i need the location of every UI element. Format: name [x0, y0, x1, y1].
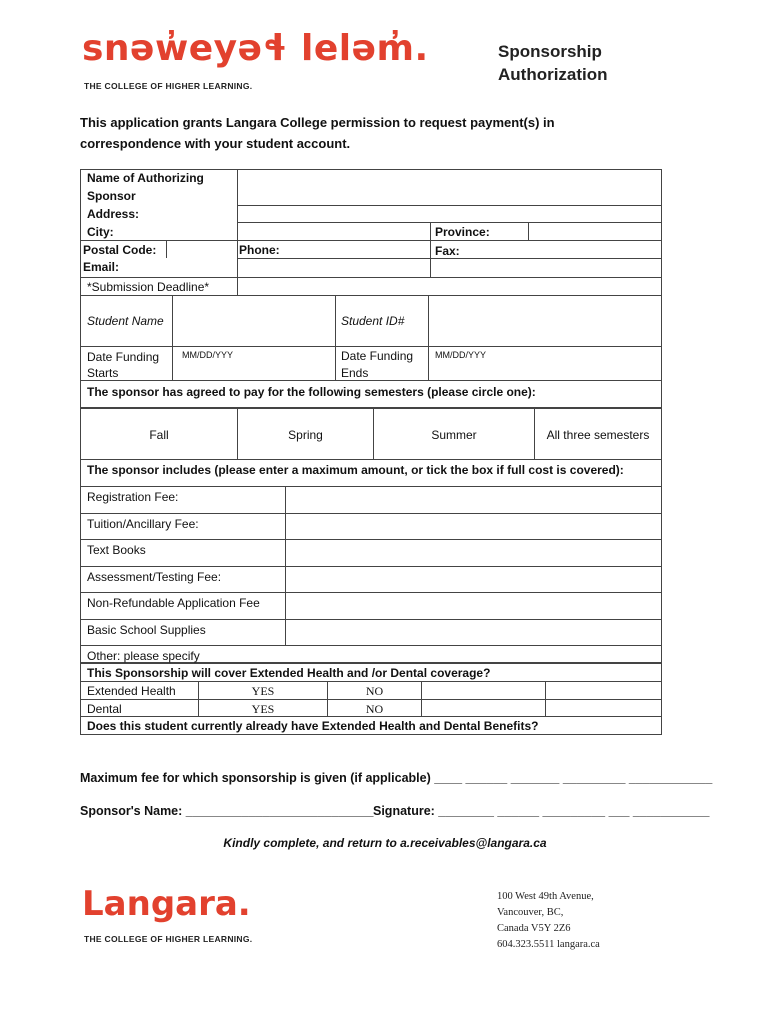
semester-option-summer[interactable]: Summer [431, 428, 477, 442]
extended-health-no[interactable]: NO [365, 684, 384, 698]
fee-other-field[interactable] [287, 647, 659, 661]
fee-textbooks-field[interactable] [287, 541, 659, 564]
student-name-field[interactable] [174, 297, 333, 344]
fee-tuition-label: Tuition/Ancillary Fee: [87, 517, 199, 531]
postal-code-field[interactable] [168, 242, 236, 257]
health-question: This Sponsorship will cover Extended Health and /or Dental coverage? [87, 666, 491, 680]
fee-supplies-field[interactable] [287, 621, 659, 644]
semester-option-fall[interactable]: Fall [149, 428, 169, 442]
funding-ends-label-2: Ends [341, 366, 369, 380]
funding-end-date-field[interactable]: MM/DD/YYY [435, 350, 487, 360]
address-line-4: 604.323.5511 langara.ca [497, 939, 600, 950]
signature-line[interactable]: Signature: ________ ______ _________ ___ ___________ [373, 804, 710, 818]
address-line-1: 100 West 49th Avenue, [497, 891, 594, 902]
address-label: Address: [87, 207, 140, 221]
province-field[interactable] [530, 224, 660, 239]
submission-deadline-field[interactable] [239, 279, 659, 295]
funding-start-date-field[interactable]: MM/DD/YYY [182, 350, 234, 360]
submission-deadline-label: *Submission Deadline* [87, 280, 210, 294]
sponsor-name-line[interactable]: Sponsor's Name: ___________________________ [80, 804, 374, 818]
fee-assessment-field[interactable] [287, 568, 659, 591]
fee-registration-label: Registration Fee: [87, 490, 179, 504]
fee-assessment-label: Assessment/Testing Fee: [87, 570, 222, 584]
student-name-label: Student Name [87, 314, 164, 328]
fee-supplies-label: Basic School Supplies [87, 623, 206, 637]
province-label: Province: [435, 225, 490, 239]
sponsor-name-label-2: Sponsor [87, 189, 136, 203]
dental-no[interactable]: NO [365, 702, 384, 716]
student-id-field[interactable] [430, 297, 660, 344]
sponsor-name-label: Name of Authorizing [87, 171, 204, 185]
extended-health-yes[interactable]: YES [251, 684, 275, 698]
college-logo-indigenous: snəw̓eyəɬ leləm̓. [82, 28, 429, 69]
footer-tagline: THE COLLEGE OF HIGHER LEARNING. [84, 934, 253, 944]
funding-starts-label-2: Starts [87, 366, 119, 380]
title-line-2: Authorization [498, 65, 608, 84]
fee-registration-field[interactable] [287, 488, 659, 511]
email-label: Email: [83, 260, 120, 274]
extended-health-label: Extended Health [87, 684, 176, 698]
fax-label: Fax: [435, 244, 460, 258]
max-fee-line[interactable]: Maximum fee for which sponsorship is given (if applicable) ____ ______ _______ _________ ____________ [80, 771, 713, 785]
fees-heading: The sponsor includes (please enter a maximum amount, or tick the box if full cost is covered): [87, 463, 624, 477]
student-id-label: Student ID# [341, 314, 405, 328]
email-field[interactable] [239, 260, 427, 276]
fee-application-field[interactable] [287, 594, 659, 617]
phone-label: Phone: [239, 243, 280, 257]
intro-text [80, 112, 560, 154]
fee-tuition-field[interactable] [287, 515, 659, 538]
tagline: THE COLLEGE OF HIGHER LEARNING. [84, 81, 253, 91]
postal-code-label: Postal Code: [83, 243, 157, 257]
funding-starts-label: Date Funding [87, 350, 160, 364]
city-field[interactable] [239, 224, 427, 239]
fee-application-label: Non-Refundable Application Fee [87, 596, 260, 610]
page-title [498, 40, 608, 86]
address-field[interactable] [239, 207, 659, 221]
intro-line-2: correspondence with your student account. [80, 136, 351, 151]
fee-other-label: Other: please specify [87, 649, 200, 663]
funding-ends-label: Date Funding [341, 349, 414, 363]
intro-line-1: This application grants Langara College permission to request payment(s) in [80, 115, 555, 130]
return-instructions: Kindly complete, and return to a.receivables@langara.ca [223, 836, 547, 850]
title-line-1: Sponsorship [498, 42, 602, 61]
langara-logo: Langara. [82, 884, 251, 924]
benefits-question: Does this student currently already have Extended Health and Dental Benefits? [87, 719, 539, 733]
semester-option-spring[interactable]: Spring [288, 428, 323, 442]
semester-option-all[interactable]: All three semesters [546, 428, 650, 442]
college-address [497, 889, 600, 953]
city-label: City: [87, 225, 114, 239]
dental-yes[interactable]: YES [251, 702, 275, 716]
dental-label: Dental [87, 702, 122, 716]
address-line-2: Vancouver, BC, [497, 907, 564, 918]
fee-textbooks-label: Text Books [87, 543, 146, 557]
sponsor-name-field[interactable] [239, 171, 659, 203]
semesters-heading: The sponsor has agreed to pay for the following semesters (please circle one): [87, 385, 536, 399]
address-line-3: Canada V5Y 2Z6 [497, 923, 571, 934]
